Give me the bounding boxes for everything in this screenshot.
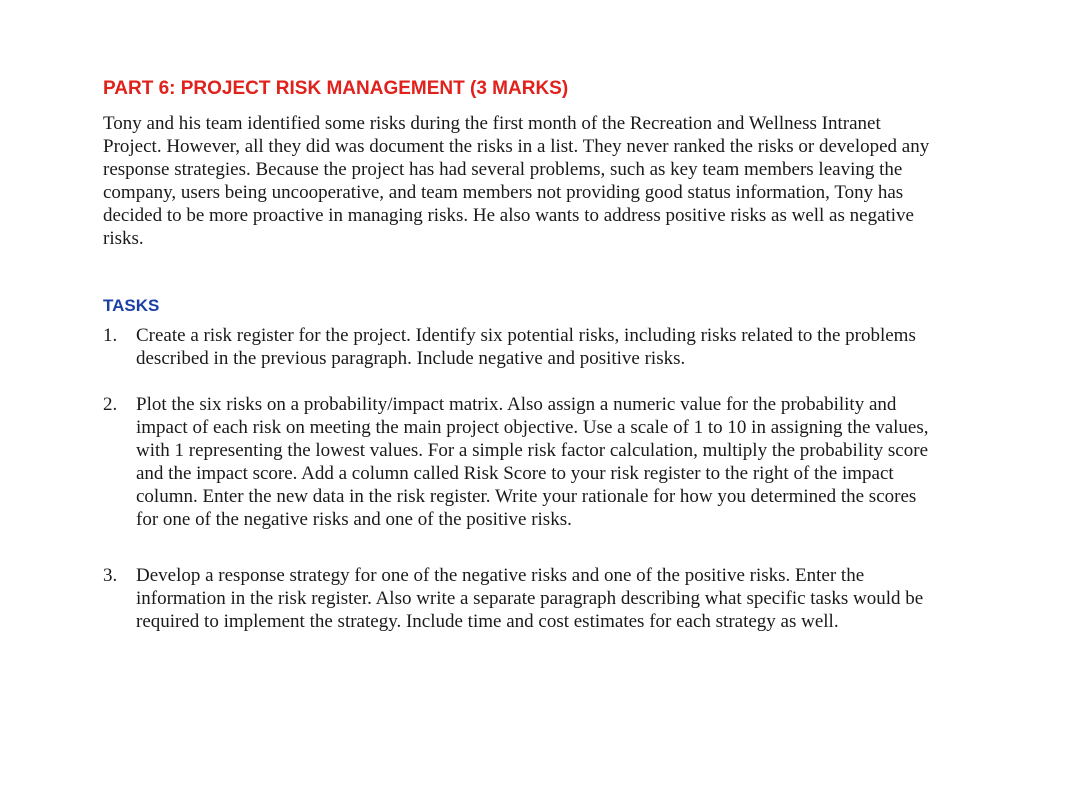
intro-line: Project. However, all they did was document the risks in a list. They never ranked the risks or developed any: [103, 136, 930, 157]
task-line: with 1 representing the lowest values. For a simple risk factor calculation, multiply the probability score: [136, 440, 928, 461]
task-number: 3.: [103, 565, 118, 586]
task-line: Create a risk register for the project. Identify six potential risks, including risks related to the problems: [136, 325, 916, 346]
task-line: information in the risk register. Also write a separate paragraph describing what specific tasks would be: [136, 588, 924, 609]
task-line: described in the previous paragraph. Include negative and positive risks.: [136, 348, 686, 369]
tasks-heading: TASKS: [103, 296, 160, 315]
task-number: 2.: [103, 394, 118, 415]
task-text: [136, 564, 923, 633]
task-line: and the impact score. Add a column called Risk Score to your risk register to the right of the impact: [136, 463, 894, 484]
intro-paragraph: [103, 112, 983, 250]
task-text: [136, 393, 929, 531]
task-line: required to implement the strategy. Include time and cost estimates for each strategy as well.: [136, 611, 839, 632]
task-number: 1.: [103, 325, 118, 346]
intro-line: risks.: [103, 228, 144, 249]
intro-line: Tony and his team identified some risks during the first month of the Recreation and Wellness Intranet: [103, 113, 881, 134]
intro-line: response strategies. Because the project has had several problems, such as key team members leaving the: [103, 159, 903, 180]
intro-line: company, users being uncooperative, and team members not providing good status information, Tony has: [103, 182, 904, 203]
task-line: column. Enter the new data in the risk register. Write your rationale for how you determined the scores: [136, 486, 917, 507]
task-line: Develop a response strategy for one of the negative risks and one of the positive risks. Enter the: [136, 565, 865, 586]
intro-line: decided to be more proactive in managing risks. He also wants to address positive risks as well as negative: [103, 205, 914, 226]
part-heading: PART 6: PROJECT RISK MANAGEMENT (3 MARKS): [103, 78, 569, 99]
task-line: impact of each risk on meeting the main project objective. Use a scale of 1 to 10 in assigning the values,: [136, 417, 929, 438]
task-text: [136, 324, 916, 370]
task-line: Plot the six risks on a probability/impact matrix. Also assign a numeric value for the probability and: [136, 394, 897, 415]
task-line: for one of the negative risks and one of the positive risks.: [136, 509, 572, 530]
